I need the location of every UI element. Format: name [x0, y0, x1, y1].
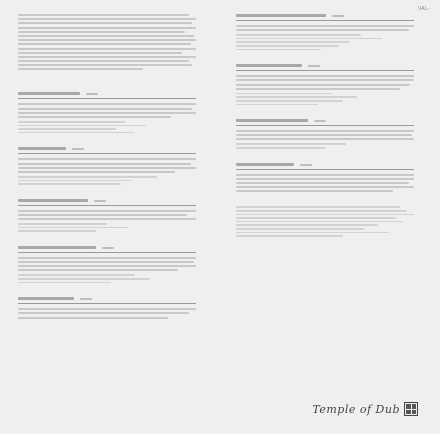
track-credits — [18, 176, 196, 185]
track-header — [18, 199, 196, 202]
track-section — [236, 163, 414, 193]
track-time — [80, 298, 92, 300]
intro-text-block — [18, 14, 196, 70]
logo-text: Temple of Dub — [312, 402, 400, 416]
track-header — [18, 246, 196, 249]
track-header — [236, 14, 414, 17]
track-header — [236, 163, 414, 166]
track-header — [18, 147, 196, 150]
section-rule — [18, 252, 196, 253]
track-title — [18, 199, 88, 202]
temple-of-dub-logo — [312, 402, 418, 416]
track-time — [300, 164, 312, 166]
track-credits — [18, 223, 196, 232]
track-section — [18, 199, 196, 232]
track-time — [332, 15, 344, 17]
section-rule — [18, 303, 196, 304]
track-header — [236, 64, 414, 67]
album-credits — [236, 206, 414, 236]
catalog-code: VAL- — [418, 6, 430, 12]
track-time — [308, 65, 320, 67]
track-header — [18, 92, 196, 95]
section-rule — [236, 20, 414, 21]
track-section — [18, 147, 196, 184]
track-title — [18, 246, 96, 249]
track-title — [18, 147, 66, 150]
track-section — [236, 64, 414, 105]
track-title — [236, 14, 326, 17]
track-section — [236, 14, 414, 50]
track-title — [18, 92, 80, 95]
seal-icon — [404, 402, 418, 416]
track-credits — [18, 121, 196, 133]
track-title — [236, 163, 294, 166]
section-rule — [236, 125, 414, 126]
track-header — [18, 297, 196, 300]
track-time — [86, 93, 98, 95]
track-time — [94, 200, 106, 202]
track-time — [72, 148, 84, 150]
section-rule — [18, 205, 196, 206]
track-section — [18, 297, 196, 318]
section-rule — [236, 169, 414, 170]
section-rule — [18, 98, 196, 99]
track-section — [18, 92, 196, 133]
track-credits — [236, 34, 414, 50]
section-rule — [236, 70, 414, 71]
track-title — [236, 119, 308, 122]
right-column — [236, 14, 414, 251]
section-rule — [18, 153, 196, 154]
credits-section — [236, 206, 414, 236]
track-time — [314, 120, 326, 122]
left-column — [18, 14, 196, 333]
track-section — [236, 119, 414, 149]
track-credits — [236, 143, 414, 148]
track-time — [102, 247, 114, 249]
track-header — [236, 119, 414, 122]
track-credits — [18, 274, 196, 283]
track-title — [236, 64, 302, 67]
track-title — [18, 297, 74, 300]
track-section — [18, 246, 196, 283]
track-credits — [236, 93, 414, 105]
